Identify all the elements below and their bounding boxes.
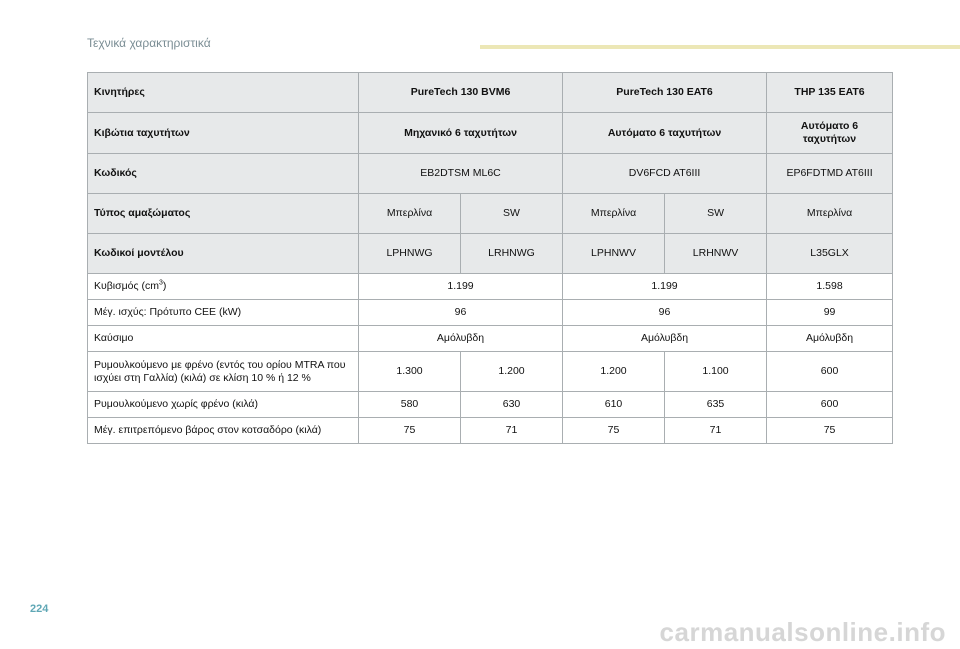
- table-row-engines: [88, 73, 893, 113]
- table-row-unbraked-towing: [88, 392, 893, 418]
- table-cell: Αυτόματο 6 ταχυτήτων: [563, 113, 767, 154]
- table-cell: 1.300: [359, 352, 461, 392]
- table-cell: LPHNWG: [359, 234, 461, 274]
- row-label: Καύσιμο: [88, 326, 359, 352]
- title-accent-bar: [480, 45, 960, 49]
- table-cell: 1.100: [665, 352, 767, 392]
- row-label-text: Κυβισμός (cm: [94, 280, 159, 292]
- table-cell: Μπερλίνα: [563, 194, 665, 234]
- table-row-model-codes: [88, 234, 893, 274]
- table-cell: Μηχανικό 6 ταχυτήτων: [359, 113, 563, 154]
- table-cell: 75: [563, 418, 665, 444]
- row-label: Κινητήρες: [88, 73, 359, 113]
- superscript: 3: [158, 279, 163, 287]
- table-cell: Αυτόματο 6 ταχυτήτων: [767, 113, 893, 154]
- table-cell: Μπερλίνα: [767, 194, 893, 234]
- table-cell: 600: [767, 352, 893, 392]
- specifications-table: [87, 72, 893, 444]
- table-cell: THP 135 EAT6: [767, 73, 893, 113]
- table-cell: 580: [359, 392, 461, 418]
- table-cell: Αμόλυβδη: [767, 326, 893, 352]
- table-cell: 71: [665, 418, 767, 444]
- table-cell: EP6FDTMD AT6III: [767, 154, 893, 194]
- table-cell: 71: [461, 418, 563, 444]
- table-cell: LPHNWV: [563, 234, 665, 274]
- table-cell: 96: [359, 300, 563, 326]
- table-row-power: [88, 300, 893, 326]
- table-cell: 600: [767, 392, 893, 418]
- table-cell: 1.200: [461, 352, 563, 392]
- table-row-code: [88, 154, 893, 194]
- table-row-body-type: [88, 194, 893, 234]
- table-row-fuel: [88, 326, 893, 352]
- table-row-displacement: [88, 274, 893, 300]
- table-cell: 99: [767, 300, 893, 326]
- table-row-roof-load: [88, 418, 893, 444]
- table-cell: 635: [665, 392, 767, 418]
- table-cell: Αμόλυβδη: [563, 326, 767, 352]
- table-cell: PureTech 130 EAT6: [563, 73, 767, 113]
- section-title: Τεχνικά χαρακτηριστικά: [87, 36, 211, 50]
- row-label: Κωδικοί μοντέλου: [88, 234, 359, 274]
- row-label: Τύπος αμαξώματος: [88, 194, 359, 234]
- page-number: 224: [30, 603, 49, 615]
- table-cell: 1.598: [767, 274, 893, 300]
- watermark: carmanualsonline.info: [659, 617, 946, 647]
- table-cell: 610: [563, 392, 665, 418]
- row-label: Ρυμουλκούμενο με φρένο (εντός του ορίου MTRA που ισχύει στη Γαλλία) (κιλά) σε κλίση 10 % ή 12 %: [88, 352, 359, 392]
- table-cell: DV6FCD AT6III: [563, 154, 767, 194]
- table-cell: SW: [665, 194, 767, 234]
- table-cell: 75: [767, 418, 893, 444]
- table-cell: LRHNWG: [461, 234, 563, 274]
- table-cell: Αμόλυβδη: [359, 326, 563, 352]
- table-cell: 1.200: [563, 352, 665, 392]
- row-label: Κωδικός: [88, 154, 359, 194]
- row-label: Κιβώτια ταχυτήτων: [88, 113, 359, 154]
- table-cell: SW: [461, 194, 563, 234]
- row-label: Μέγ. ισχύς: Πρότυπο CEE (kW): [88, 300, 359, 326]
- table-cell: LRHNWV: [665, 234, 767, 274]
- table-cell: 1.199: [563, 274, 767, 300]
- row-label: [88, 274, 359, 300]
- table-cell: EB2DTSM ML6C: [359, 154, 563, 194]
- table-cell: L35GLX: [767, 234, 893, 274]
- table-cell: 75: [359, 418, 461, 444]
- table-cell: Μπερλίνα: [359, 194, 461, 234]
- table-row-gearbox: [88, 113, 893, 154]
- table-cell: 630: [461, 392, 563, 418]
- table-row-braked-towing: [88, 352, 893, 392]
- table-cell: 96: [563, 300, 767, 326]
- table-cell: 1.199: [359, 274, 563, 300]
- row-label: Ρυμουλκούμενο χωρίς φρένο (κιλά): [88, 392, 359, 418]
- table-cell: PureTech 130 BVM6: [359, 73, 563, 113]
- row-label-end: ): [162, 280, 167, 292]
- row-label: Μέγ. επιτρεπόμενο βάρος στον κοτσαδόρο (κιλά): [88, 418, 359, 444]
